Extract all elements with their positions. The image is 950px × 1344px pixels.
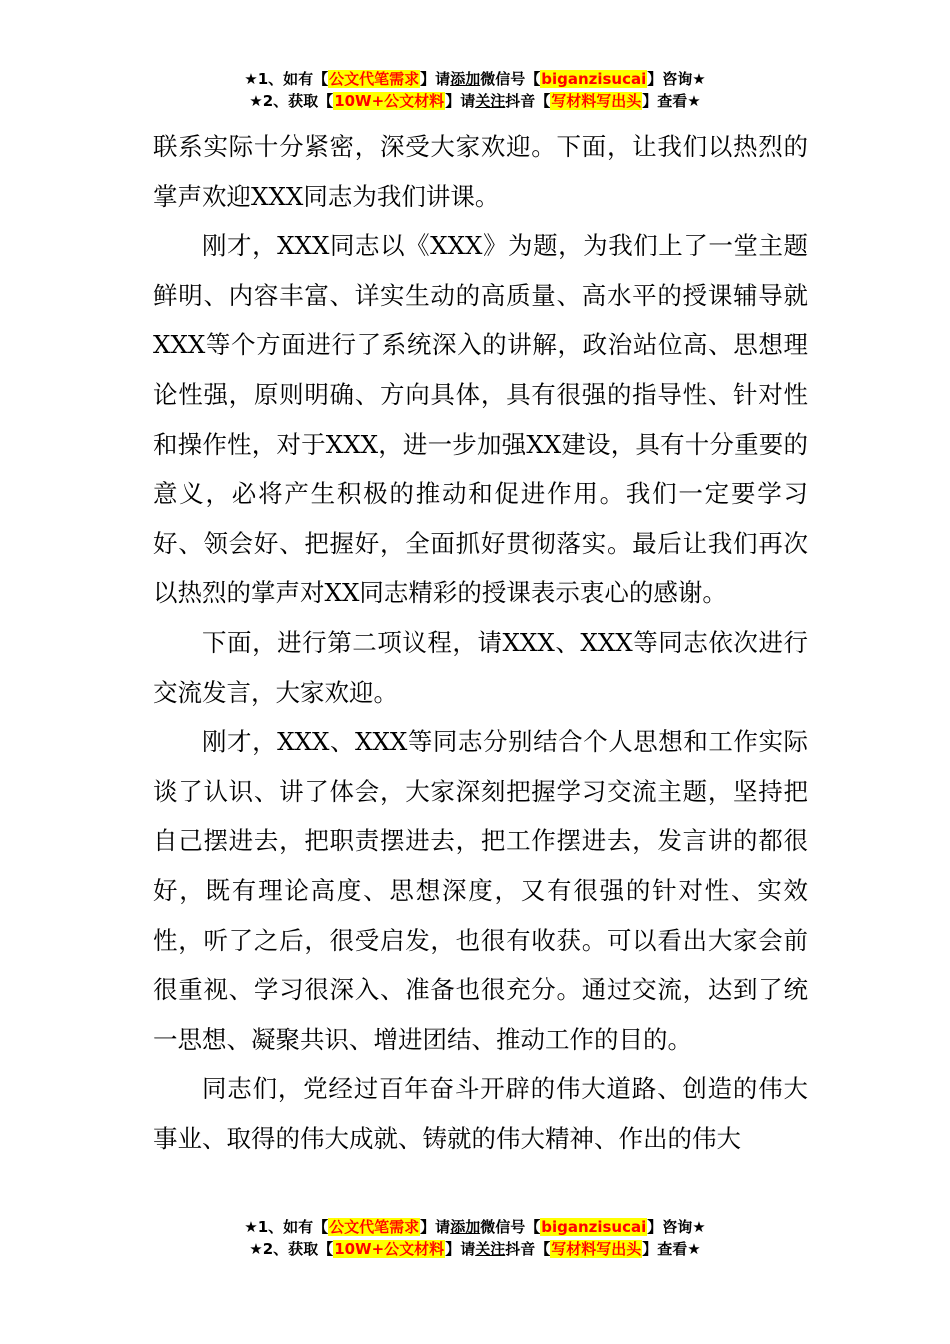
footer-banner — [0, 1216, 950, 1260]
paragraph: 刚才，XXX、XXX等同志分别结合个人思想和工作实际谈了认识、讲了体会，大家深刻把握学习交流主题，坚持把自己摆进去，把职责摆进去，把工作摆进去，发言讲的都很好，既有理论高度、思想深度，又有很强的针对性、实效性，听了之后，很受启发，也很有收获。可以看出大家会前很重视、学习很深入、准备也很充分。通过交流，达到了统一思想、凝聚共识、增进团结、推动工作的目的。 — [153, 727, 808, 1054]
highlight-service: 公文代笔需求 — [329, 1218, 420, 1236]
banner-line-1: ★1、如有【公文代笔需求】请添加微信号【biganzisucai】咨询★ — [244, 70, 706, 88]
highlight-service: 公文代笔需求 — [329, 70, 420, 88]
banner-line-2: ★2、获取【10W+公文材料】请关注抖音【写材料写出头】查看★ — [249, 1240, 701, 1258]
highlight-wechat-id: biganzisucai — [541, 1218, 647, 1236]
highlight-materials: 10W+公文材料 — [334, 92, 445, 110]
highlight-wechat-id: biganzisucai — [541, 70, 647, 88]
banner-line-1: ★1、如有【公文代笔需求】请添加微信号【biganzisucai】咨询★ — [244, 1218, 706, 1236]
paragraph: 联系实际十分紧密，深受大家欢迎。下面，让我们以热烈的掌声欢迎XXX同志为我们讲课。 — [153, 132, 808, 211]
highlight-douyin: 写材料写出头 — [551, 1240, 642, 1258]
highlight-materials: 10W+公文材料 — [334, 1240, 445, 1258]
paragraph: 刚才，XXX同志以《XXX》为题，为我们上了一堂主题鲜明、内容丰富、详实生动的高质量、高水平的授课辅导就XXX等个方面进行了系统深入的讲解，政治站位高、思想理论性强，原则明确、方向具体，具有很强的指导性、针对性和操作性，对于XXX，进一步加强XX建设，具有十分重要的意义，必将产生积极的推动和促进作用。我们一定要学习好、领会好、把握好，全面抓好贯彻落实。最后让我们再次以热烈的掌声对XX同志精彩的授课表示衷心的感谢。 — [153, 231, 808, 608]
highlight-douyin: 写材料写出头 — [551, 92, 642, 110]
paragraph: 同志们，党经过百年奋斗开辟的伟大道路、创造的伟大事业、取得的伟大成就、铸就的伟大精神、作出的伟大 — [153, 1074, 808, 1153]
banner-line-2: ★2、获取【10W+公文材料】请关注抖音【写材料写出头】查看★ — [249, 92, 701, 110]
header-banner — [0, 68, 950, 112]
paragraph: 下面，进行第二项议程，请XXX、XXX等同志依次进行交流发言，大家欢迎。 — [153, 627, 808, 707]
document-body — [153, 122, 808, 1163]
